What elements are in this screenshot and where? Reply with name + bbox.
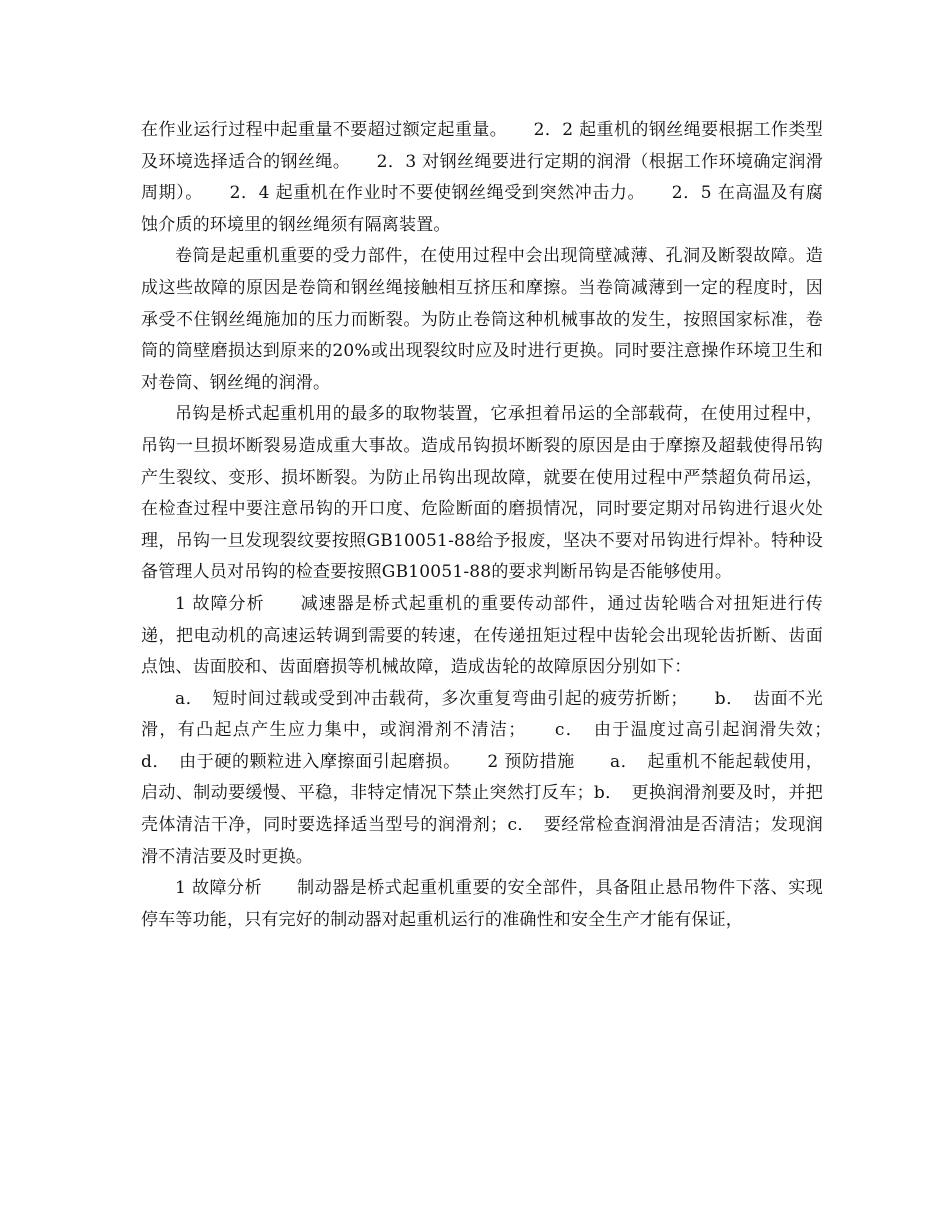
paragraph-wire-rope-measures: 在作业运行过程中起重量不要超过额定起重量。 2．2 起重机的钢丝绳要根据工作类型及环境选择适合的钢丝绳。 2．3 对钢丝绳要进行定期的润滑（根据工作环境确定润滑周期）。 2．4 起重机在作业时不要使钢丝绳受到突然冲击力。 2．5 在高温及有腐蚀介质的环境里的钢丝绳须有隔离装置。	[141, 120, 823, 235]
paragraph-hook: 吊钩是桥式起重机用的最多的取物装置，它承担着吊运的全部载荷，在使用过程中，吊钩一旦损坏断裂易造成重大事故。造成吊钩损坏断裂的原因是由于摩擦及超载使得吊钩产生裂纹、变形、损坏断裂。为防止吊钩出现故障，就要在使用过程中严禁超负荷吊运，在检查过程中要注意吊钩的开口度、危险断面的磨损情况，同时要定期对吊钩进行退火处理，吊钩一旦发现裂纹要按照GB10051-88给予报废，坚决不要对吊钩进行焊补。特种设备管理人员对吊钩的检查要按照GB10051-88的要求判断吊钩是否能够使用。	[141, 404, 823, 583]
paragraph-reducer-analysis: 1 故障分析 减速器是桥式起重机的重要传动部件，通过齿轮啮合对扭矩进行传递，把电动机的高速运转调到需要的转速，在传递扭矩过程中齿轮会出现轮齿折断、齿面点蚀、齿面胶和、齿面磨损等机械故障，造成齿轮的故障原因分别如下：	[141, 593, 823, 678]
paragraph-drum: 卷筒是起重机重要的受力部件，在使用过程中会出现筒壁减薄、孔洞及断裂故障。造成这些故障的原因是卷筒和钢丝绳接触相互挤压和摩擦。当卷筒减薄到一定的程度时，因承受不住钢丝绳施加的压力而断裂。为防止卷筒这种机械事故的发生，按照国家标准，卷筒的筒壁磨损达到原来的20%或出现裂纹时应及时进行更换。同时要注意操作环境卫生和对卷筒、钢丝绳的润滑。	[141, 246, 823, 393]
paragraph-brake-analysis: 1 故障分析 制动器是桥式起重机重要的安全部件，具备阻止悬吊物件下落、实现停车等功能，只有完好的制动器对起重机运行的准确性和安全生产才能有保证，	[141, 878, 823, 930]
document-body	[141, 115, 858, 936]
paragraph-reducer-causes-measures: a． 短时间过载或受到冲击载荷，多次重复弯曲引起的疲劳折断； b． 齿面不光滑，有凸起点产生应力集中，或润滑剂不清洁； c． 由于温度过高引起润滑失效； d． 由于硬的颗粒进入摩擦面引起磨损。 2 预防措施 a． 起重机不能起载使用，启动、制动要缓慢、平稳，非特定情况下禁止突然打反车；b． 更换润滑剂要及时，并把壳体清洁干净，同时要选择适当型号的润滑剂；c． 要经常检查润滑油是否清洁；发现润滑不清洁要及时更换。	[141, 688, 858, 867]
